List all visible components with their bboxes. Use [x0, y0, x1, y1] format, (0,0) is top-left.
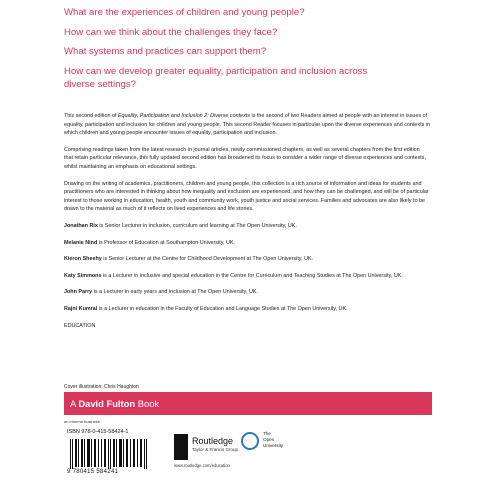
publisher-url: www.routledge.com/education [174, 463, 230, 468]
blurb [64, 112, 430, 338]
book-back-cover [64, 0, 432, 493]
barcode-bars [70, 439, 150, 469]
cover-illustration-credit: Cover illustration: Chris Haughton [64, 384, 139, 390]
paragraph-2: Comprising readings taken from the latest research in journal articles, newly commissioned chapters, as well as several chapters from the first edition that retain particular relevance, this fully updated second edition has broadened its focus to consider a wider range of diverse experiences and contexts, whilst maintaining an emphasis on educational settings. [64, 146, 426, 170]
publisher-group: Taylor & Francis Group [192, 447, 239, 452]
paragraph-3: Drawing on the writing of academics, practitioners, children and young people, this collection is a rich source of information and ideas for students and practitioners who are interested in thinking about how inequality and exclusion are experienced, and how they can be challenged, and will be of particular interest to those working in education, health, youth and community work, youth justice and social services. Families and advocates are also likely to be drawn to the material as much of it reflects on lived experiences and life stories. [64, 180, 429, 213]
question-3: What systems and practices can support them? [64, 46, 267, 57]
bio-2: Melanie Nind is Professor of Education at Southampton University, UK. [64, 239, 235, 246]
publisher-band [64, 392, 432, 415]
subject-category: EDUCATION [64, 322, 96, 329]
bio-4: Katy Simmons is a Lecturer in inclusive and special education in the Centre for Curriculum and Teaching Studies at The Open University, UK. [64, 272, 403, 279]
bio-5: John Parry is a Lecturer in early years and inclusion at The Open University, UK. [64, 289, 258, 296]
barcode-number: 9 780415 584241 [67, 469, 119, 475]
publisher-name: Routledge [192, 436, 234, 446]
barcode [64, 427, 156, 479]
question-list [64, 6, 430, 92]
bio-6: Rajni Kumrai is a Lecturer in education in the Faculty of Education and Language Studies at The Open University, UK. [64, 305, 348, 312]
routledge-logo-icon [174, 434, 188, 460]
question-1: What are the experiences of children and young people? [64, 7, 305, 18]
book-title: Equality, Participation and Inclusion 2: Diverse contexts [117, 113, 250, 119]
imprint-label: an informa business [64, 419, 100, 424]
question-2: How can we think about the challenges they face? [64, 26, 278, 38]
open-university-name: The Open University [263, 431, 284, 448]
band-text: A David Fulton Book [70, 398, 160, 409]
bio-3: Kieron Sheehy is Senior Lecturer at the Centre for Childhood Development at The Open University, UK. [64, 256, 314, 263]
question-4: How can we develop greater equality, participation and inclusion across diverse settings? [64, 65, 368, 90]
bio-1: Jonathan Rix is Senior Lecturer in inclusion, curriculum and learning at The Open University, UK. [64, 222, 297, 229]
isbn: ISBN 978-0-415-58424-1 [67, 429, 129, 435]
open-university-logo-icon [241, 432, 259, 450]
paragraph-1: This second edition of Equality, Participation and Inclusion 2: Diverse contexts is the second of two Readers aimed at people with an interest in issues of equality, participation and inclusion for children and young people. This second Reader focuses in particular upon the diverse experiences and contexts in which children and young people encounter issues of equality, participation and inclusion. [64, 113, 430, 137]
